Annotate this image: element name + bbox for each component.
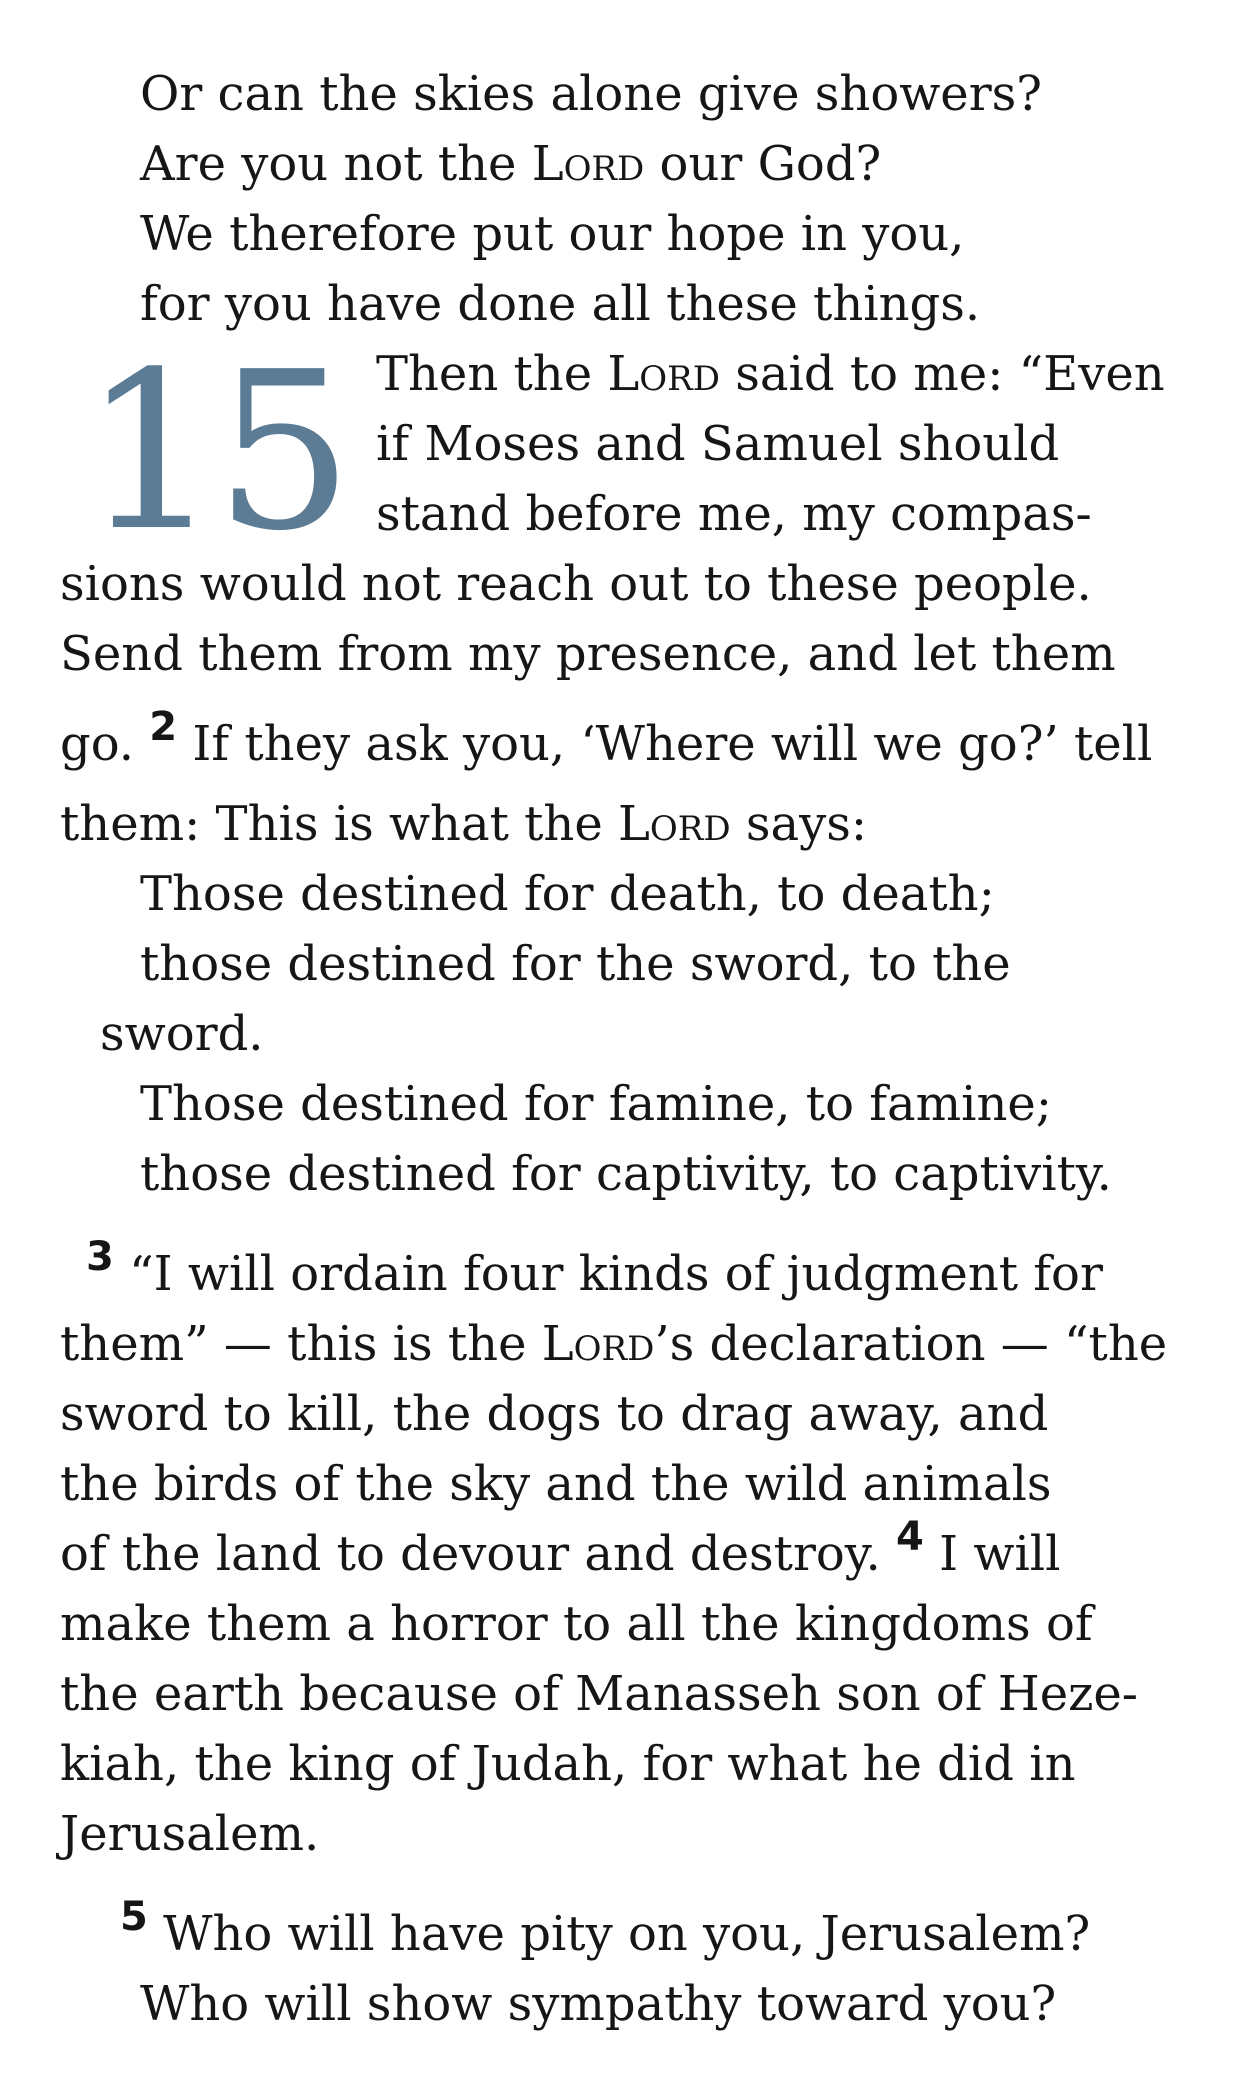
text-run: Send them from my presence, and let them <box>60 626 1116 682</box>
text-line <box>60 1454 1052 1514</box>
text-line <box>60 1734 1075 1794</box>
text-run: those destined for captivity, to captivity. <box>140 1146 1112 1202</box>
text-line <box>140 1144 1112 1204</box>
text-line <box>60 1314 1167 1374</box>
text-run: those destined for the sword, to the <box>140 936 1011 992</box>
text-run: stand before me, my compas- <box>376 486 1092 542</box>
text-line <box>140 204 964 264</box>
text-run: them” — this is the <box>60 1316 542 1372</box>
divine-name: Lord <box>541 1316 655 1372</box>
text-line <box>60 1384 1048 1444</box>
verse-number: 2 <box>149 704 178 750</box>
text-line <box>60 554 1092 614</box>
text-line <box>60 1804 319 1864</box>
text-run: If they ask you, ‘Where will we go?’ tell <box>177 716 1153 772</box>
text-run: ’s declaration — “the <box>654 1316 1168 1372</box>
text-run: sword to kill, the dogs to drag away, and <box>60 1386 1049 1442</box>
text-line <box>140 1974 1056 2034</box>
divine-name: Lord <box>607 346 720 402</box>
text-run: Who will have pity on you, Jerusalem? <box>147 1906 1091 1962</box>
text-run: Then the <box>376 346 608 402</box>
text-run: Those destined for famine, to famine; <box>140 1076 1052 1132</box>
text-line <box>376 414 1059 474</box>
text-run: go. <box>60 716 150 772</box>
text-line <box>60 1514 1061 1587</box>
text-run: We therefore put our hope in you, <box>140 206 965 262</box>
text-run: the birds of the sky and the wild animals <box>60 1456 1052 1512</box>
divine-name: Lord <box>618 796 731 852</box>
text-line <box>60 1594 1093 1654</box>
text-line <box>140 134 881 194</box>
text-run: kiah, the king of Judah, for what he did in <box>60 1736 1076 1792</box>
text-run: sword. <box>100 1006 264 1062</box>
text-line <box>60 1664 1138 1724</box>
text-line <box>140 64 1042 124</box>
text-line <box>100 1004 264 1064</box>
divine-name: Lord <box>531 136 645 192</box>
text-run: said to me: “Even <box>719 346 1165 402</box>
verse-number: 5 <box>120 1894 148 1940</box>
text-run: them: This is what the <box>60 796 618 852</box>
text-line <box>376 484 1092 544</box>
text-run: Or can the skies alone give showers? <box>140 66 1043 122</box>
text-run: Jerusalem. <box>60 1806 320 1862</box>
text-run: Are you not the <box>140 136 532 192</box>
text-run: for you have done all these things. <box>140 276 981 332</box>
text-run: the earth because of Manasseh son of Heze- <box>60 1666 1139 1722</box>
text-line <box>60 704 1153 777</box>
chapter-drop-cap: 15 <box>82 326 348 579</box>
text-line <box>376 344 1165 404</box>
text-line <box>60 624 1116 684</box>
text-run: our God? <box>644 136 882 192</box>
text-line <box>60 794 867 854</box>
text-line <box>140 864 995 924</box>
text-line <box>140 274 980 334</box>
text-line <box>140 1074 1052 1134</box>
text-run: “I will ordain four kinds of judgment for <box>113 1246 1103 1302</box>
text-run: I will <box>923 1526 1061 1582</box>
verse-number: 3 <box>86 1234 114 1280</box>
text-run: Those destined for death, to death; <box>140 866 995 922</box>
text-line <box>86 1234 1103 1307</box>
text-run: of the land to devour and destroy. <box>60 1526 897 1582</box>
text-run: sions would not reach out to these people. <box>60 556 1092 612</box>
text-line <box>120 1894 1091 1967</box>
text-run: make them a horror to all the kingdoms of <box>60 1596 1093 1652</box>
text-run: says: <box>730 796 868 852</box>
text-run: Who will show sympathy toward you? <box>140 1976 1057 2032</box>
text-line <box>140 934 1011 994</box>
verse-number: 4 <box>896 1514 924 1560</box>
text-run: if Moses and Samuel should <box>376 416 1060 472</box>
